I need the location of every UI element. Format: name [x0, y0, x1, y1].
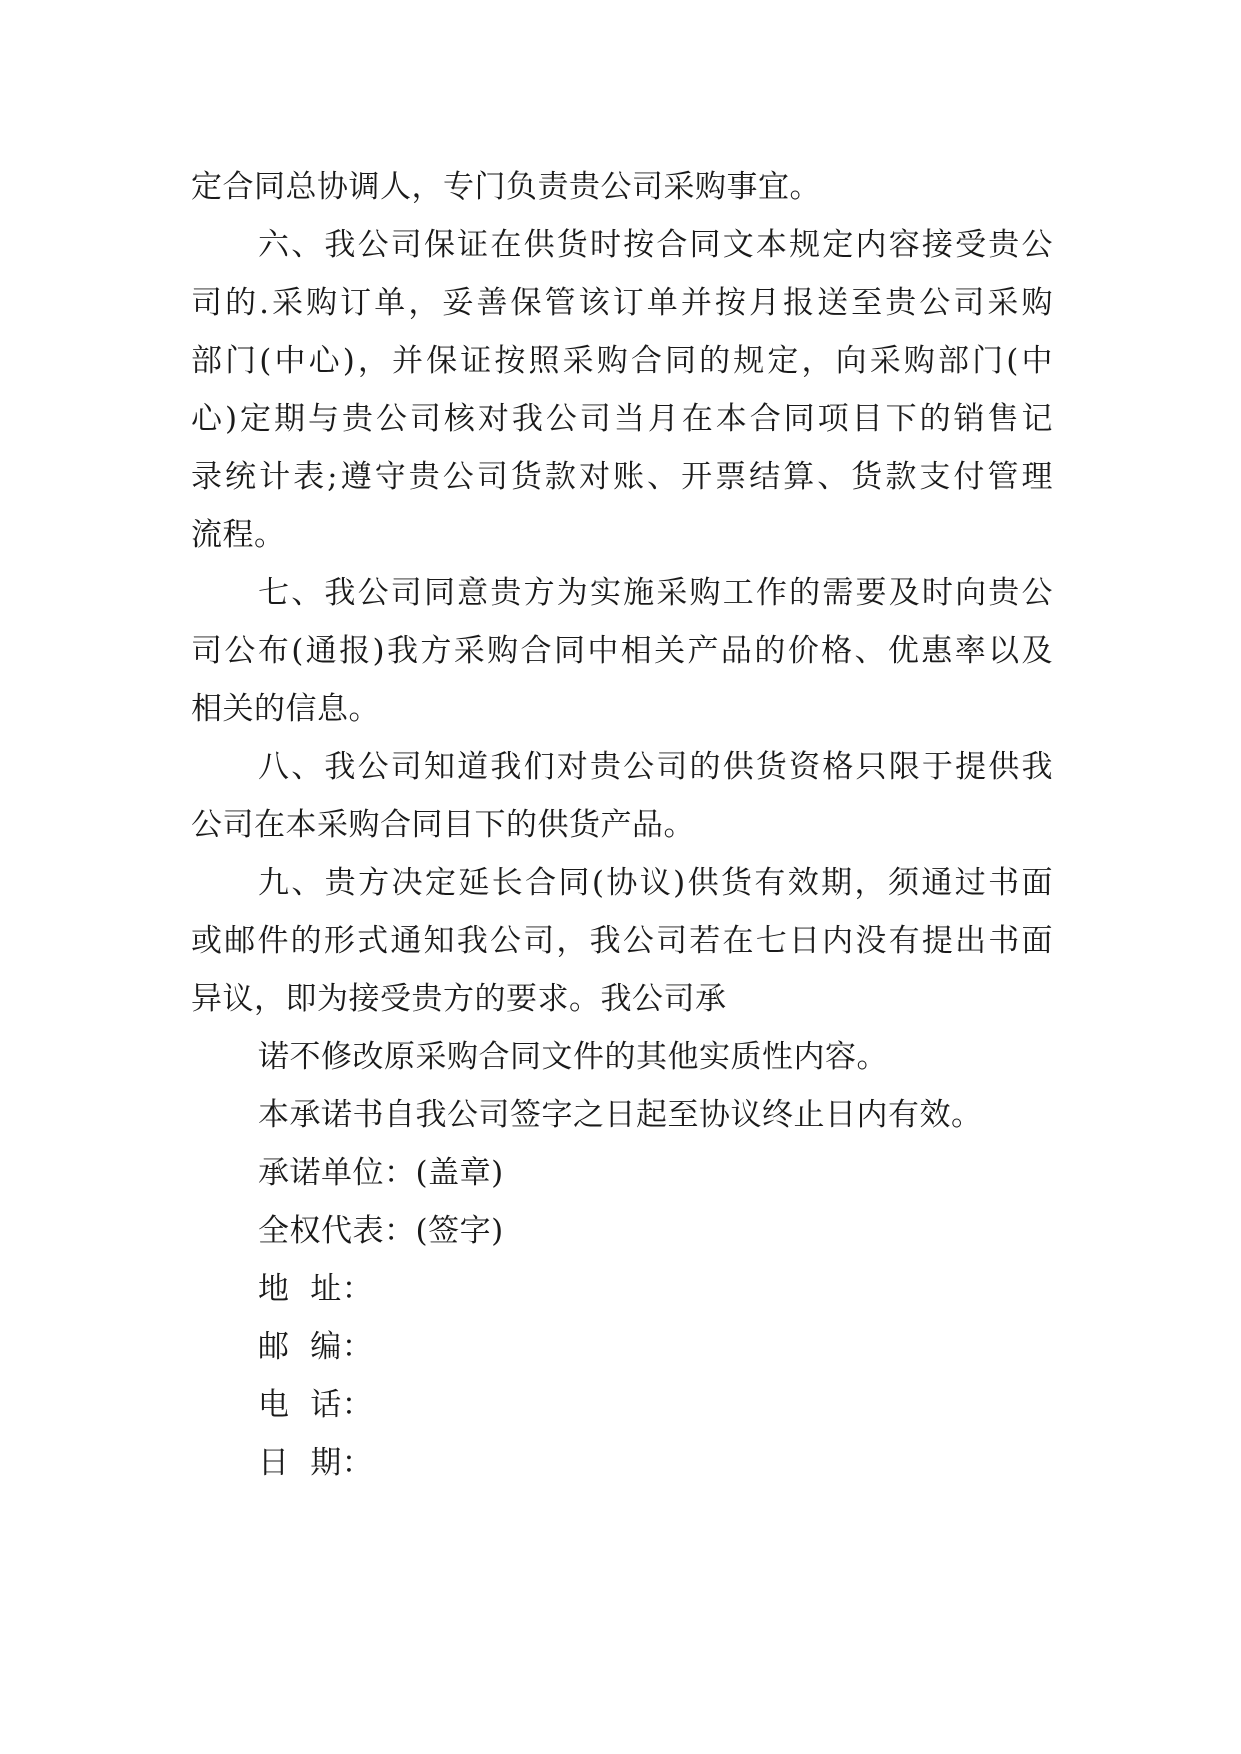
paragraph-line: 六、我公司保证在供货时按合同文本规定内容接受贵公: [258, 227, 1053, 263]
signature-field-date: 日 期：: [258, 1445, 374, 1481]
paragraph-line: 司公布(通报)我方采购合同中相关产品的价格、优惠率以及: [191, 633, 1053, 669]
signature-field-postcode: 邮 编：: [258, 1329, 374, 1365]
paragraph-line: 流程。: [191, 517, 286, 553]
signature-field-address: 地 址：: [258, 1271, 374, 1307]
paragraph-line: 相关的信息。: [191, 691, 380, 727]
paragraph-line: 诺不修改原采购合同文件的其他实质性内容。: [258, 1039, 888, 1075]
paragraph-line: 司的.采购订单，妥善保管该订单并按月报送至贵公司采购: [191, 285, 1053, 321]
paragraph-line: 公司在本采购合同目下的供货产品。: [191, 807, 695, 843]
signature-field-unit: 承诺单位：(盖章): [258, 1155, 504, 1191]
paragraph-line: 部门(中心)，并保证按照采购合同的规定，向采购部门(中: [191, 343, 1053, 379]
paragraph-line: 九、贵方决定延长合同(协议)供货有效期，须通过书面: [258, 865, 1053, 901]
signature-field-phone: 电 话：: [258, 1387, 374, 1423]
paragraph-line: 异议，即为接受贵方的要求。我公司承: [191, 981, 727, 1017]
validity-statement: 本承诺书自我公司签字之日起至协议终止日内有效。: [258, 1097, 983, 1133]
signature-field-representative: 全权代表：(签字): [258, 1213, 504, 1249]
paragraph-line: 录统计表;遵守贵公司货款对账、开票结算、货款支付管理: [191, 459, 1053, 495]
paragraph-line: 定合同总协调人，专门负责贵公司采购事宜。: [191, 169, 821, 205]
paragraph-line: 或邮件的形式通知我公司，我公司若在七日内没有提出书面: [191, 923, 1053, 959]
paragraph-line: 心)定期与贵公司核对我公司当月在本合同项目下的销售记: [191, 401, 1053, 437]
paragraph-line: 七、我公司同意贵方为实施采购工作的需要及时向贵公: [258, 575, 1053, 611]
paragraph-line: 八、我公司知道我们对贵公司的供货资格只限于提供我: [258, 749, 1053, 785]
